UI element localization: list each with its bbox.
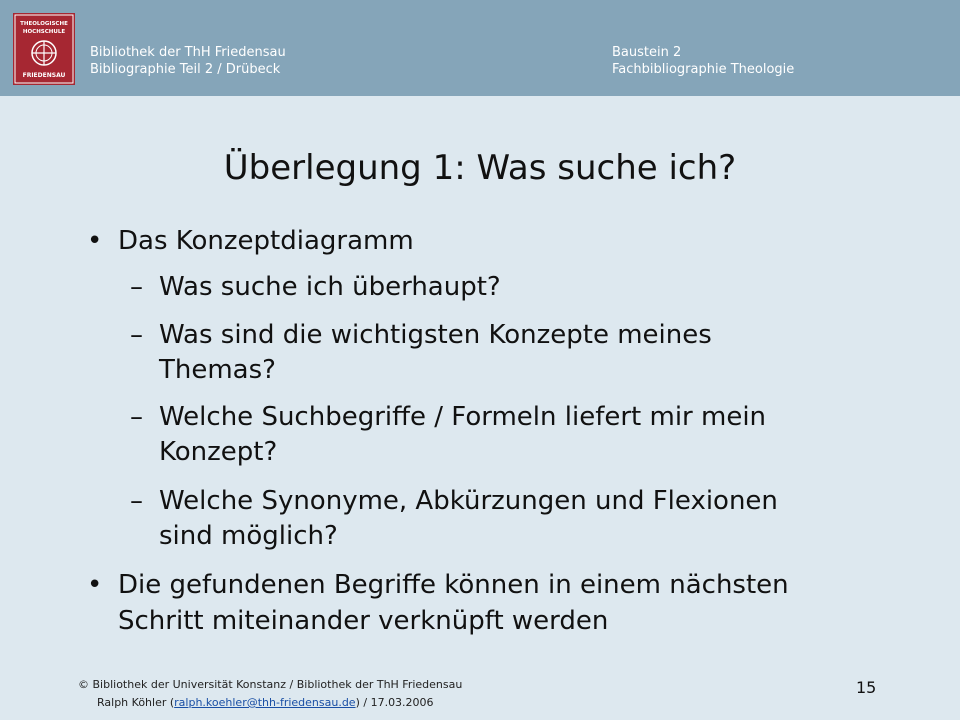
dash-marker: –: [130, 320, 143, 350]
bullet-1-text: Das Konzeptdiagramm: [118, 226, 414, 256]
footer-author-line: [78, 694, 462, 712]
footer-copyright: © Bibliothek der Universität Konstanz / Bibliothek der ThH Friedensau: [78, 678, 463, 691]
header-right-line2: Fachbibliographie Theologie: [612, 62, 795, 77]
bullet-marker: •: [87, 570, 103, 600]
footer-author: Ralph Köhler (: [97, 696, 175, 709]
logo-emblem-icon: [13, 13, 75, 85]
dash-marker: –: [130, 272, 143, 302]
footer-date: ) / 17.03.2006: [355, 696, 434, 709]
author-email-link[interactable]: ralph.koehler@thh-friedensau.de: [174, 696, 356, 709]
header-right-line1: Baustein 2: [612, 45, 682, 60]
logo-top-text: THEOLOGISCHE: [20, 21, 68, 27]
sub-bullet-4-text-line1: Welche Synonyme, Abkürzungen und Flexionen: [159, 486, 778, 516]
sub-bullet-3-text-line2: Konzept?: [159, 437, 278, 467]
bullet-2-text-line1: Die gefundenen Begriffe können in einem nächsten: [118, 570, 789, 600]
slide-title: Überlegung 1: Was suche ich?: [223, 148, 737, 188]
sub-bullet-2-text-line1: Was sind die wichtigsten Konzepte meines: [159, 320, 712, 350]
university-logo: [13, 13, 75, 85]
header-right-text: [612, 44, 794, 78]
dash-marker: –: [130, 486, 143, 516]
slide-footer: [78, 676, 462, 712]
header-left-line1: Bibliothek der ThH Friedensau: [90, 45, 286, 60]
slide-header: [0, 0, 960, 96]
header-left-text: [90, 44, 286, 78]
sub-bullet-2-text-line2: Themas?: [159, 355, 276, 385]
sub-bullet-3-text-line1: Welche Suchbegriffe / Formeln liefert mir mein: [159, 402, 767, 432]
dash-marker: –: [130, 402, 143, 432]
header-left-line2: Bibliographie Teil 2 / Drübeck: [90, 62, 281, 77]
sub-bullet-1-text: Was suche ich überhaupt?: [159, 272, 501, 302]
bullet-marker: •: [87, 226, 103, 256]
page-number: 15: [856, 678, 877, 697]
bullet-2-text-line2: Schritt miteinander verknüpft werden: [118, 606, 609, 636]
logo-mid-text: HOCHSCHULE: [22, 29, 66, 35]
logo-bottom-text: FRIEDENSAU: [22, 72, 66, 79]
sub-bullet-4-text-line2: sind möglich?: [159, 521, 338, 551]
